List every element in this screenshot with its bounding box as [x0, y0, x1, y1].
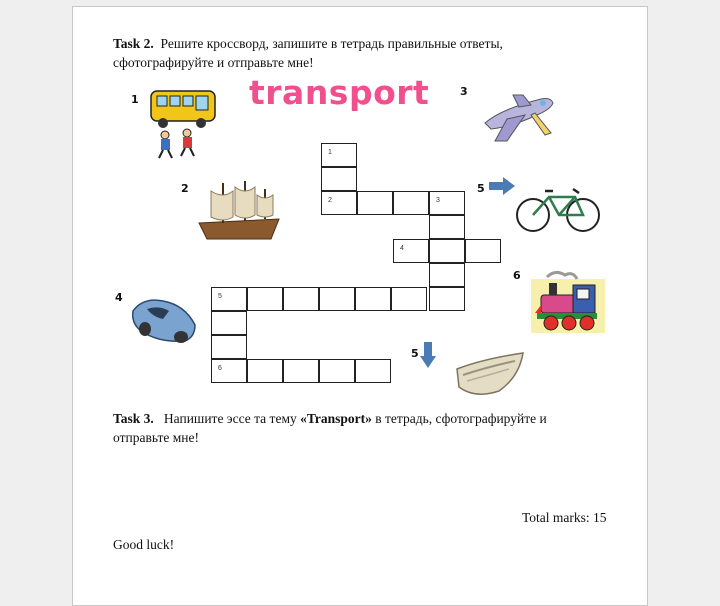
airplane-icon: [481, 93, 557, 145]
steam-train-icon: [529, 269, 607, 335]
clue-number-3: 3: [436, 197, 440, 204]
picture-number-5-boat: 5: [411, 347, 419, 360]
sports-car-icon: [129, 291, 199, 349]
crossword-cell[interactable]: [321, 143, 357, 167]
clue-number-2: 2: [328, 197, 332, 204]
crossword-cell[interactable]: [393, 191, 429, 215]
task3-paragraph: [113, 409, 563, 447]
crossword-cell[interactable]: [319, 287, 355, 311]
task2-text: Решите кроссворд, запишите в тетрадь правильные ответы, сфотографируйте и отправьте мне!: [113, 36, 503, 70]
task3-topic: «Transport»: [300, 411, 372, 426]
crossword-cell[interactable]: [355, 359, 391, 383]
picture-number-3: 3: [460, 85, 468, 98]
picture-number-2: 2: [181, 182, 189, 195]
crossword-cell[interactable]: [429, 239, 465, 263]
task2-paragraph: [113, 34, 553, 72]
transport-banner: transport: [249, 73, 430, 112]
task2-label: Task 2.: [113, 36, 154, 51]
task3-text-before: Напишите эссе та тему: [163, 411, 297, 426]
clue-number-1: 1: [328, 149, 332, 156]
picture-number-1: 1: [131, 93, 139, 106]
total-marks: Total marks: 15: [522, 510, 607, 525]
school-bus-icon: [145, 87, 225, 159]
crossword-cell[interactable]: [321, 191, 357, 215]
crossword-cell[interactable]: [283, 359, 319, 383]
crossword-cell[interactable]: [247, 287, 283, 311]
crossword-cell[interactable]: [357, 191, 393, 215]
picture-number-4: 4: [115, 291, 123, 304]
sailing-ship-icon: [193, 179, 285, 243]
crossword-cell[interactable]: [355, 287, 391, 311]
bicycle-icon: [515, 183, 601, 235]
task3-text-after: в тетрадь, сфотографируйте и отправьте мне!: [113, 411, 547, 445]
crossword-cell[interactable]: [429, 263, 465, 287]
picture-number-5-bicycle: 5: [477, 182, 485, 195]
crossword-cell[interactable]: [247, 359, 283, 383]
crossword-cell[interactable]: [429, 191, 465, 215]
good-luck: Good luck!: [113, 537, 175, 552]
arrow-down-icon: [420, 342, 436, 368]
crossword-cell[interactable]: [211, 311, 247, 335]
task3-label: Task 3.: [113, 411, 154, 426]
crossword-cell[interactable]: [393, 239, 429, 263]
clue-number-5: 5: [218, 293, 222, 300]
arrow-right-icon: [489, 177, 515, 195]
crossword-cell[interactable]: [429, 215, 465, 239]
document-page: [72, 6, 648, 606]
crossword-cell[interactable]: [211, 287, 247, 311]
rowboat-icon: [453, 347, 527, 401]
crossword-cell[interactable]: [211, 359, 247, 383]
crossword-cell[interactable]: [391, 287, 427, 311]
crossword-cell[interactable]: [283, 287, 319, 311]
crossword-cell[interactable]: [429, 287, 465, 311]
clue-number-6: 6: [218, 365, 222, 372]
picture-number-6: 6: [513, 269, 521, 282]
crossword-cell[interactable]: [211, 335, 247, 359]
crossword-cell[interactable]: [465, 239, 501, 263]
clue-number-4: 4: [400, 245, 404, 252]
crossword-cell[interactable]: [321, 167, 357, 191]
crossword-cell[interactable]: [319, 359, 355, 383]
